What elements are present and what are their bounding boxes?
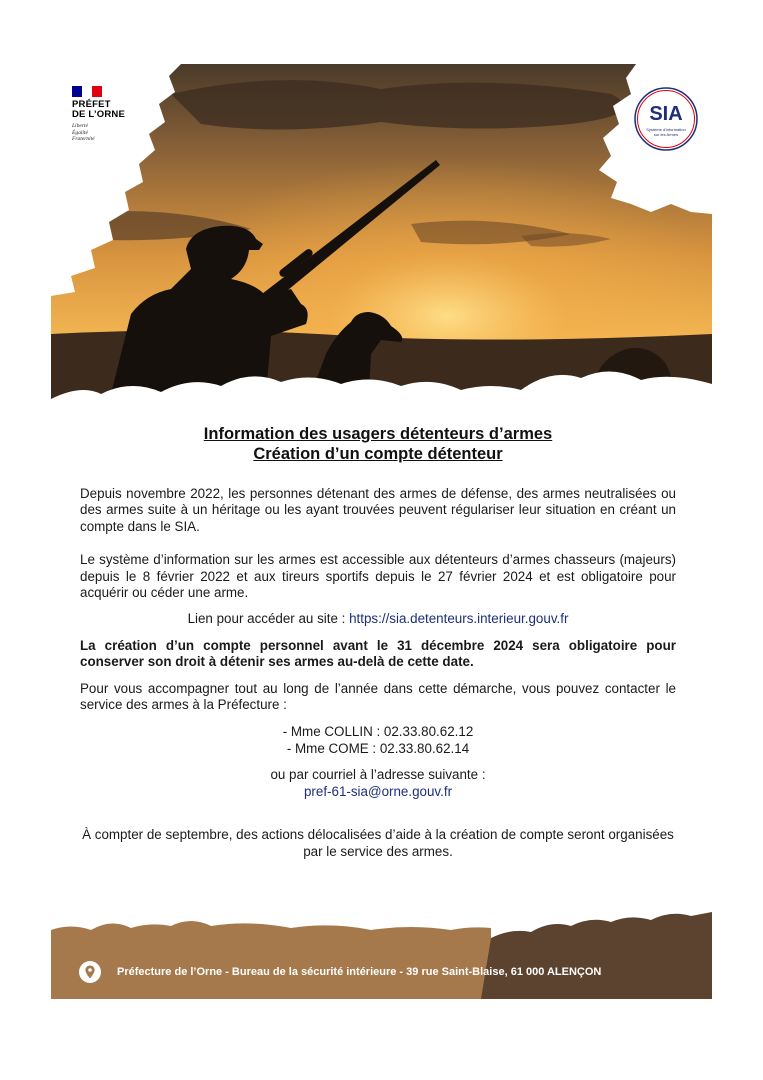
document-body bbox=[80, 486, 676, 860]
logo-title-line2: DE L’ORNE bbox=[72, 109, 126, 120]
prefet-orne-logo bbox=[72, 86, 152, 143]
email-link bbox=[80, 784, 676, 800]
french-flag-icon bbox=[72, 86, 102, 97]
paragraph-contact: Pour vous accompagner tout au long de l’année dans cette démarche, vous pouvez contacter le service des armes à la Préfecture : bbox=[80, 680, 676, 713]
footer-background bbox=[51, 908, 712, 999]
sia-logo-subtitle-1: Système d'information bbox=[646, 127, 686, 132]
logo-motto-line1: Liberté bbox=[72, 123, 88, 129]
paragraph-intro: Depuis novembre 2022, les personnes détenant des armes de défense, des armes neutralisées ou des armes suite à un héritage ou les ayant trouvées peuvent régulariser leur situation en créant un compte dans le SIA. bbox=[80, 486, 676, 534]
sia-logo-subtitle-2: sur les Armes bbox=[653, 132, 679, 137]
link-label: Lien pour accéder au site : bbox=[187, 611, 350, 627]
sia-logo bbox=[633, 86, 699, 152]
flag-white bbox=[82, 86, 92, 97]
location-pin-icon bbox=[78, 960, 102, 984]
contact-collin: - Mme COLLIN : 02.33.80.62.12 bbox=[282, 724, 474, 740]
sia-website-link[interactable]: https://sia.detenteurs.interieur.gouv.fr bbox=[349, 611, 569, 627]
email-label: ou par courriel à l’adresse suivante : bbox=[270, 767, 486, 783]
deadline-notice: La création d’un compte personnel avant le 31 décembre 2024 sera obligatoire pour conserver son droit à détenir ses armes au-delà de cette date. bbox=[80, 637, 676, 670]
document-titles bbox=[80, 424, 676, 464]
flag-blue bbox=[72, 86, 82, 97]
flag-red bbox=[92, 86, 102, 97]
title-sub: Création d’un compte détenteur bbox=[253, 445, 503, 463]
logo-motto-line2: Égalité bbox=[72, 129, 88, 136]
sia-logo-graphic bbox=[633, 86, 699, 152]
logo-title-line1: PRÉFET bbox=[72, 99, 111, 110]
footer-banner bbox=[51, 908, 712, 999]
email-address-link[interactable]: pref-61-sia@orne.gouv.fr bbox=[303, 783, 453, 799]
contact-come: - Mme COME : 02.33.80.62.14 bbox=[286, 740, 470, 756]
footer-address: Préfecture de l’Orne - Bureau de la sécurité intérieure - 39 rue Saint-Blaise, 61 000 ALENÇON bbox=[117, 966, 602, 978]
paragraph-sia-access: Le système d’information sur les armes est accessible aux détenteurs d’armes chasseurs (majeurs) depuis le 8 février 2022 et aux tireurs sportifs depuis le 27 février 2024 et est obligatoire pour acquérir ou céder une arme. bbox=[80, 552, 676, 601]
sia-logo-text: SIA bbox=[649, 103, 683, 125]
logo-motto-line3: Fraternité bbox=[72, 136, 95, 143]
link-line bbox=[80, 611, 676, 627]
title-main: Information des usagers détenteurs d’armes bbox=[203, 425, 553, 443]
paragraph-closing: À compter de septembre, des actions délocalisées d’aide à la création de compte seront organisées par le service des armes. bbox=[82, 827, 674, 859]
